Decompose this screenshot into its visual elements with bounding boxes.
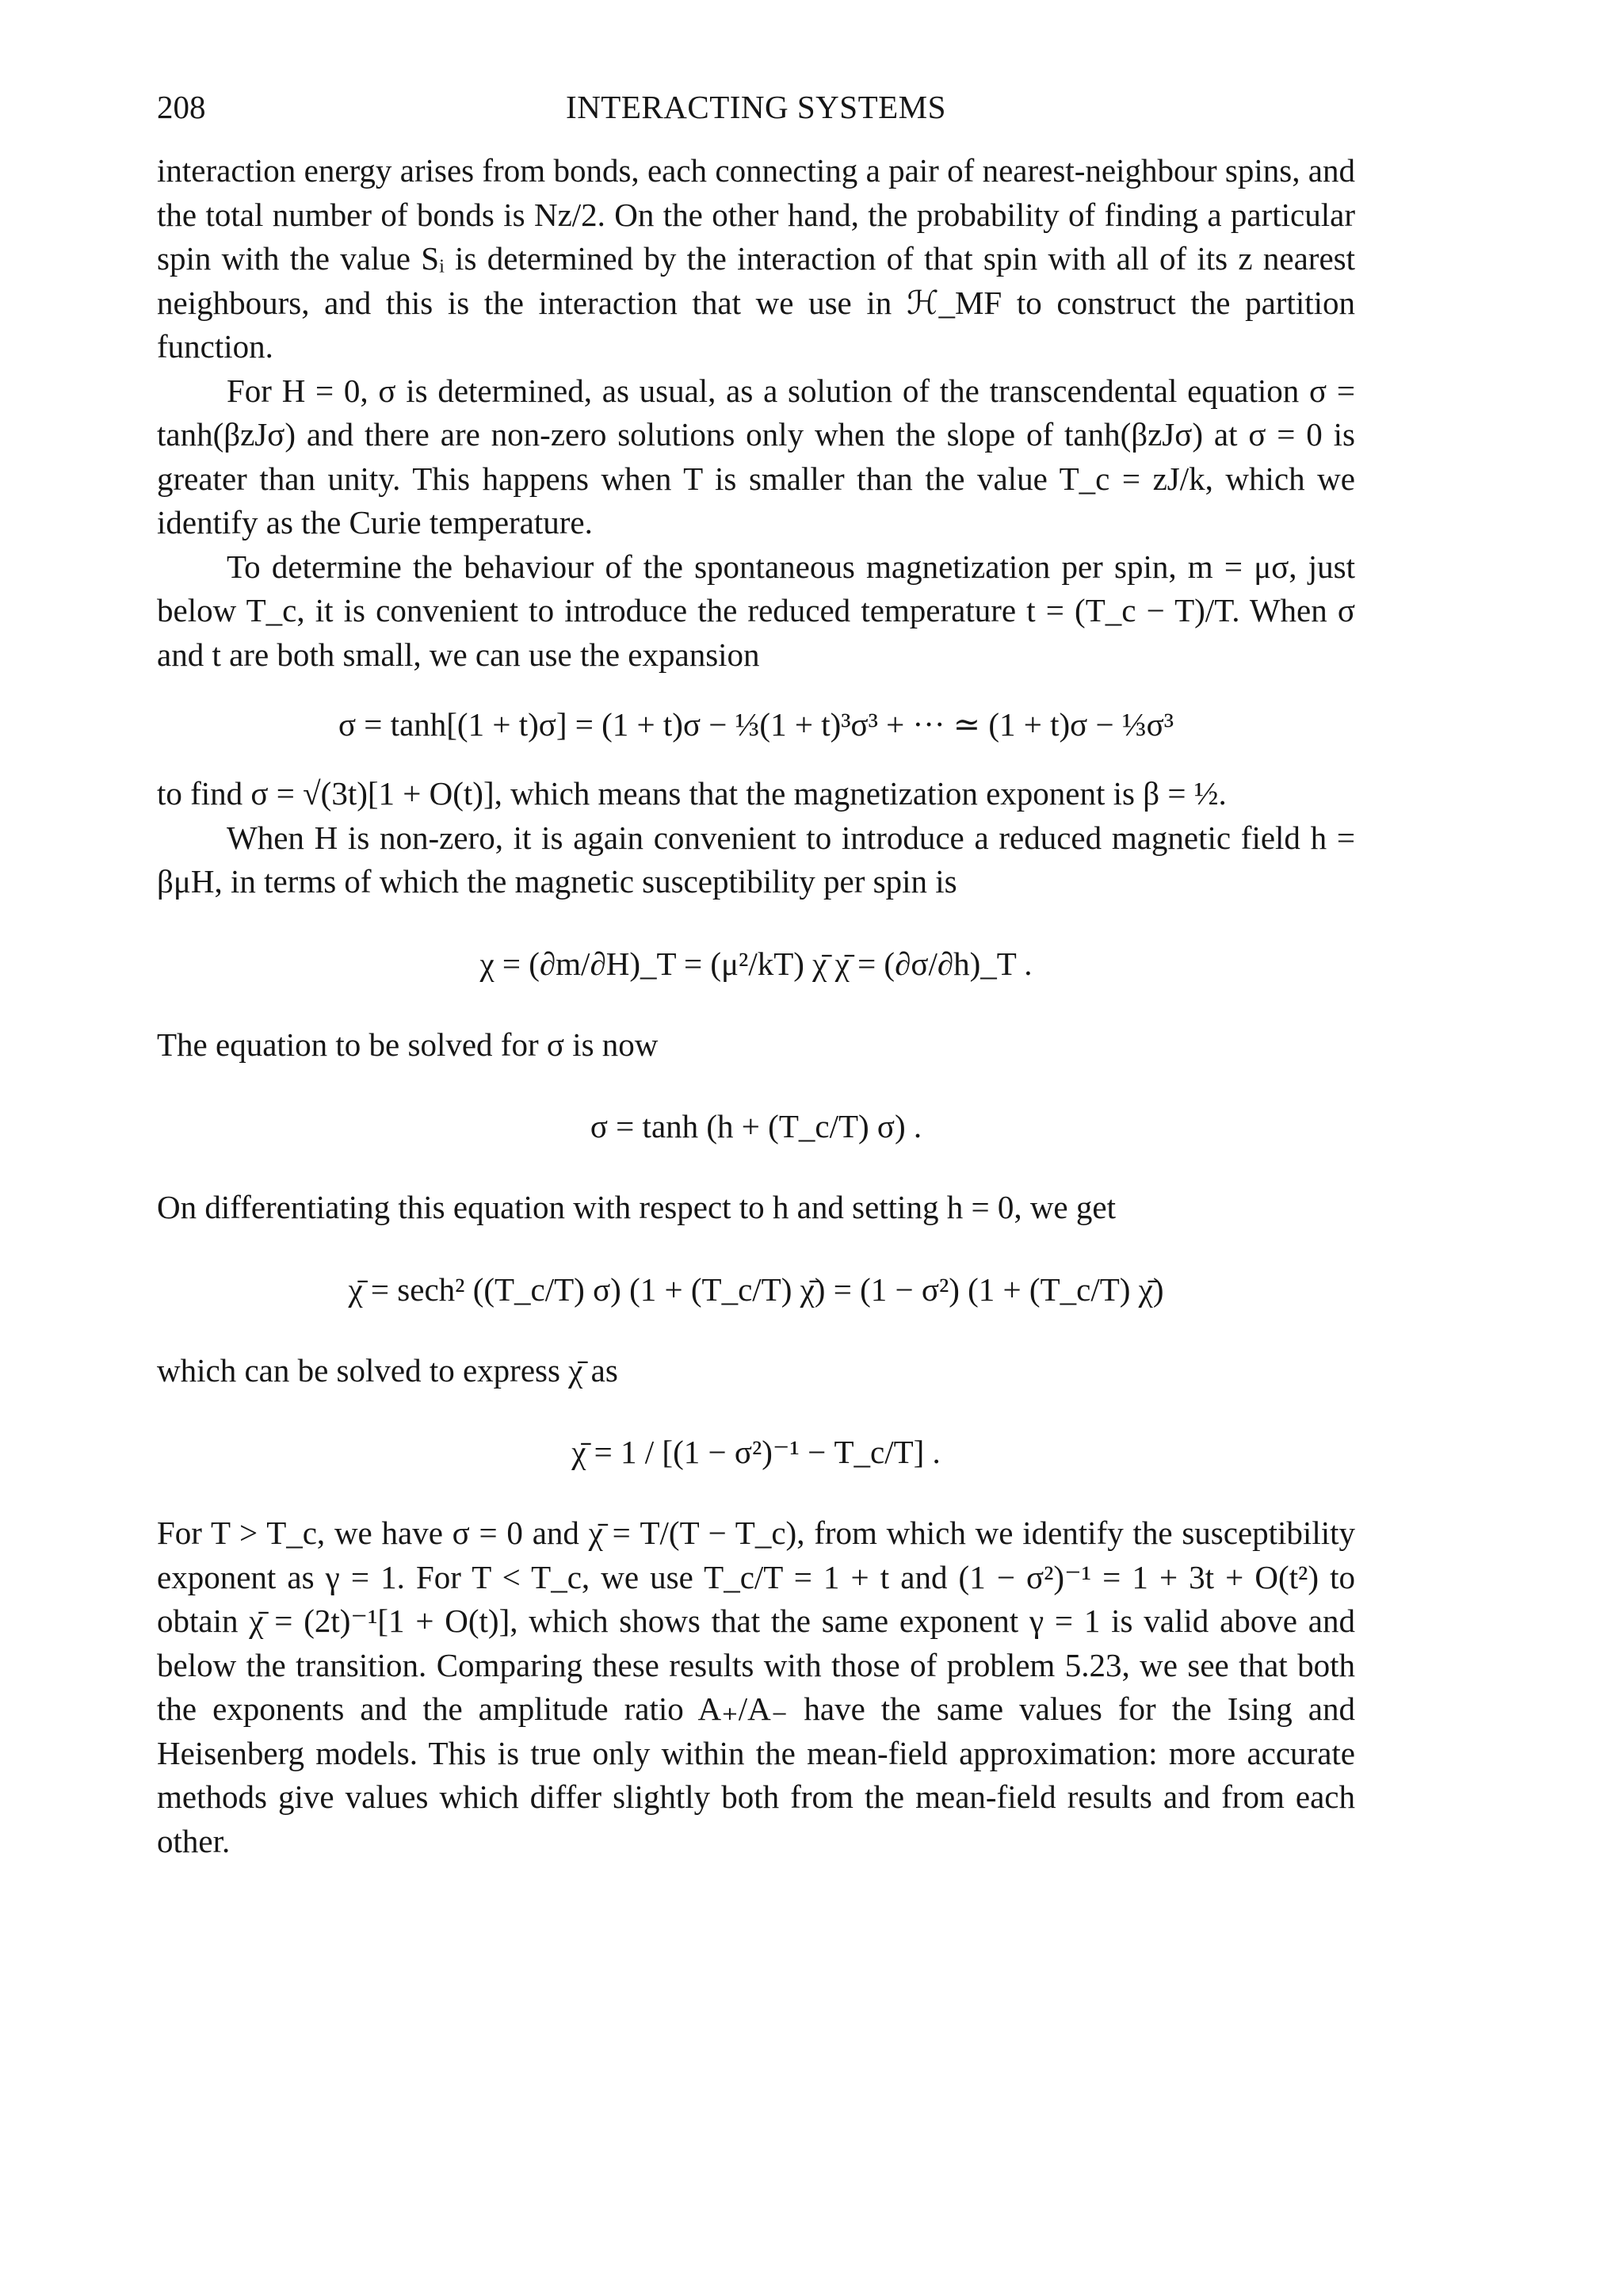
equation-chi-solution bbox=[157, 1392, 1355, 1511]
equation-susceptibility bbox=[157, 904, 1355, 1023]
page-number: 208 bbox=[157, 89, 206, 125]
paragraph-differentiating: On differentiating this equation with respect to h and setting h = 0, we get bbox=[157, 1189, 1116, 1225]
paragraph-curie-temperature: For H = 0, σ is determined, as usual, as a solution of the transcendental equation σ = tanh(βzJσ) and there are non-zero solutions only when the slope of tanh(βzJσ) at σ = 0 is greater than unity. This happens when T is smaller than the value T_c = zJ/k, which we identify as the Curie temperature. bbox=[157, 372, 1355, 541]
equation-self-consistency-text: σ = tanh (h + (T_c/T) σ) . bbox=[590, 1108, 922, 1144]
equation-derivative bbox=[157, 1230, 1355, 1349]
running-title: INTERACTING SYSTEMS bbox=[566, 89, 946, 125]
paragraph-express-chi: which can be solved to express χ̄ as bbox=[157, 1351, 618, 1389]
paragraph-reduced-temperature: To determine the behaviour of the spontaneous magnetization per spin, m = μσ, just below T_c, it is convenient to introduce the reduced temperature t = (T_c − T)/T. When σ and t are both small, we can use the expansion bbox=[157, 548, 1355, 673]
equation-self-consistency bbox=[157, 1067, 1355, 1186]
equation-chi-solution-text: χ̄ = 1 / [(1 − σ²)⁻¹ − T_c/T] . bbox=[571, 1434, 941, 1470]
paragraph-susceptibility-exponent: For T > T_c, we have σ = 0 and χ̄ = T/(T − T_c), from which we identify the susceptibility exponent as γ = 1. For T < T_c, we use T_c/T = 1 + t and (1 − σ²)⁻¹ = 1 + 3t + O(t²) to obtain χ̄ = (2t)⁻¹[1 + O(t)], which shows that the same exponent γ = 1 is valid above and below the transition. Comparing these results with those of problem 5.23, we see that both the exponents and the amplitude ratio A₊/A₋ have the same values for the Ising and Heisenberg models. This is true only within the mean-field approximation: more accurate methods give values which differ slightly both from the mean-field results and from each other. bbox=[157, 1515, 1355, 1859]
running-head bbox=[157, 86, 1355, 133]
equation-expansion bbox=[157, 677, 1355, 772]
paragraph-reduced-field: When H is non-zero, it is again convenient to introduce a reduced magnetic field h = βμH, in terms of which the magnetic susceptibility per spin is bbox=[157, 819, 1355, 900]
paragraph-equation-to-solve: The equation to be solved for σ is now bbox=[157, 1026, 659, 1063]
paragraph-magnetization-exponent: to find σ = √(3t)[1 + O(t)], which means that the magnetization exponent is β = ½. bbox=[157, 775, 1227, 812]
equation-expansion-text: σ = tanh[(1 + t)σ] = (1 + t)σ − ⅓(1 + t)³σ³ + ··· ≃ (1 + t)σ − ⅓σ³ bbox=[338, 706, 1174, 743]
book-page bbox=[157, 86, 1355, 1863]
equation-derivative-text: χ̄ = sech² ((T_c/T) σ) (1 + (T_c/T) χ̄) = (1 − σ²) (1 + (T_c/T) χ̄) bbox=[348, 1270, 1164, 1308]
equation-susceptibility-text: χ = (∂m/∂H)_T = (μ²/kT) χ̄ χ̄ = (∂σ/∂h)_T . bbox=[479, 945, 1033, 982]
paragraph-bonds: interaction energy arises from bonds, each connecting a pair of nearest-neighbour spins, and the total number of bonds is Nz/2. On the other hand, the probability of finding a particular spin with the value Sᵢ is determined by the interaction of that spin with all of its z nearest neighbours, and this is the interaction that we use in ℋ_MF to construct the partition function. bbox=[157, 152, 1355, 365]
